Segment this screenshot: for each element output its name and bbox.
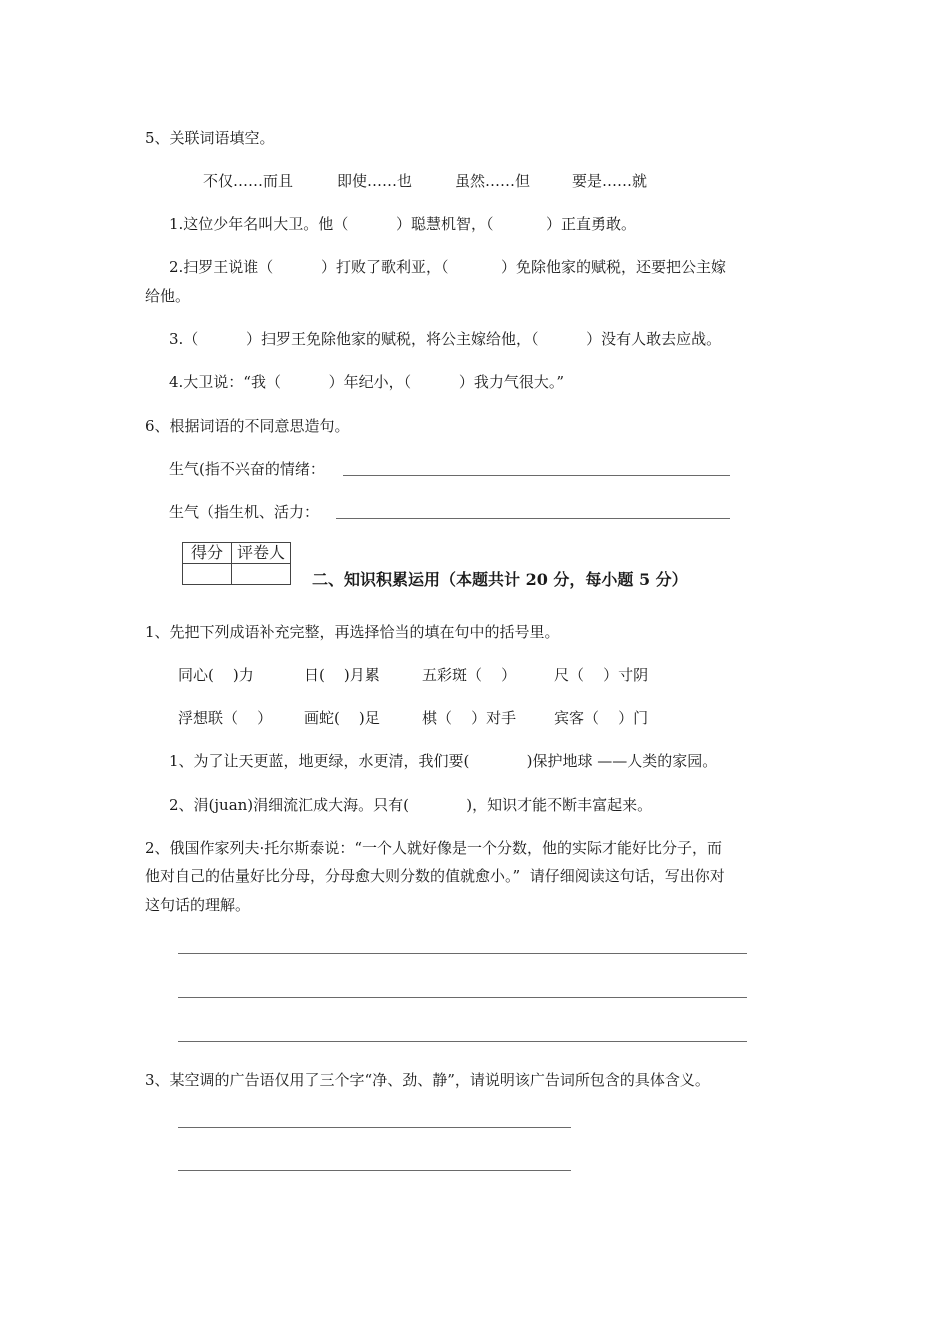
answer-line[interactable] [336,518,730,519]
answer-line[interactable] [178,1170,571,1171]
idiom: 五彩斑（ ） [422,666,517,684]
q6-title: 6、根据词语的不同意思造句。 [145,417,350,435]
idiom: 尺（ ）寸阴 [554,666,649,684]
idiom: 浮想联（ ） [178,709,273,727]
answer-line[interactable] [178,1041,747,1042]
q6-item-1: 生气(指不兴奋的情绪： [169,460,325,478]
score-header: 得分 [183,543,232,564]
q5-option: 虽然……但 [455,172,531,190]
answer-line[interactable] [178,997,747,998]
score-box [182,542,291,585]
q5-item-2: 2.扫罗王说谁（ ）打败了歌利亚，（ ）免除他家的赋税，还要把公主嫁 [169,258,726,276]
q5-option: 不仅……而且 [203,172,294,190]
grader-header: 评卷人 [232,543,291,564]
q5-option: 即使……也 [337,172,413,190]
idiom: 同心( )力 [178,666,254,684]
idiom: 日( )月累 [304,666,380,684]
idiom-row-1 [178,665,648,685]
q5-option: 要是……就 [572,172,648,190]
score-cell[interactable] [183,564,232,585]
s2-q1-sentence-2: 2、涓(juan)涓细流汇成大海。只有( )，知识才能不断丰富起来。 [169,796,653,814]
s2-q2-line-3: 这句话的理解。 [145,896,251,914]
answer-line[interactable] [343,475,730,476]
q5-item-3: 3.（ ）扫罗王免除他家的赋税，将公主嫁给他，（ ）没有人敢去应战。 [169,330,722,348]
section-title: 二、知识积累运用（本题共计 20 分，每小题 5 分） [312,570,688,589]
idiom: 画蛇( )足 [304,709,380,727]
q5-title: 5、关联词语填空。 [145,129,275,147]
answer-line[interactable] [178,1127,571,1128]
idiom: 棋（ ）对手 [422,709,517,727]
answer-line[interactable] [178,953,747,954]
s2-q1-title: 1、先把下列成语补充完整，再选择恰当的填在句中的括号里。 [145,623,560,641]
idiom-row-2 [178,708,648,728]
s2-q2-line-2: 他对自己的估量好比分母，分母愈大则分数的值就愈小。” 请仔细阅读这句话，写出你对 [145,867,725,885]
q5-options [203,171,647,191]
q5-item-1: 1.这位少年名叫大卫。他（ ）聪慧机智，（ ）正直勇敢。 [169,215,636,233]
idiom: 宾客（ ）门 [554,709,649,727]
q6-item-2: 生气（指生机、活力： [169,503,320,521]
s2-q3-title: 3、某空调的广告语仅用了三个字“净、劲、静”，请说明该广告词所包含的具体含义。 [145,1071,710,1089]
q5-item-2-cont: 给他。 [145,287,191,305]
grader-cell[interactable] [232,564,291,585]
s2-q2-line-1: 2、俄国作家列夫·托尔斯泰说：“一个人就好像是一个分数，他的实际才能好比分子，而 [145,839,722,857]
q5-item-4: 4.大卫说：“我（ ）年纪小，（ ）我力气很大。” [169,373,565,391]
s2-q1-sentence-1: 1、为了让天更蓝，地更绿，水更清，我们要( )保护地球 ——人类的家园。 [169,752,718,770]
